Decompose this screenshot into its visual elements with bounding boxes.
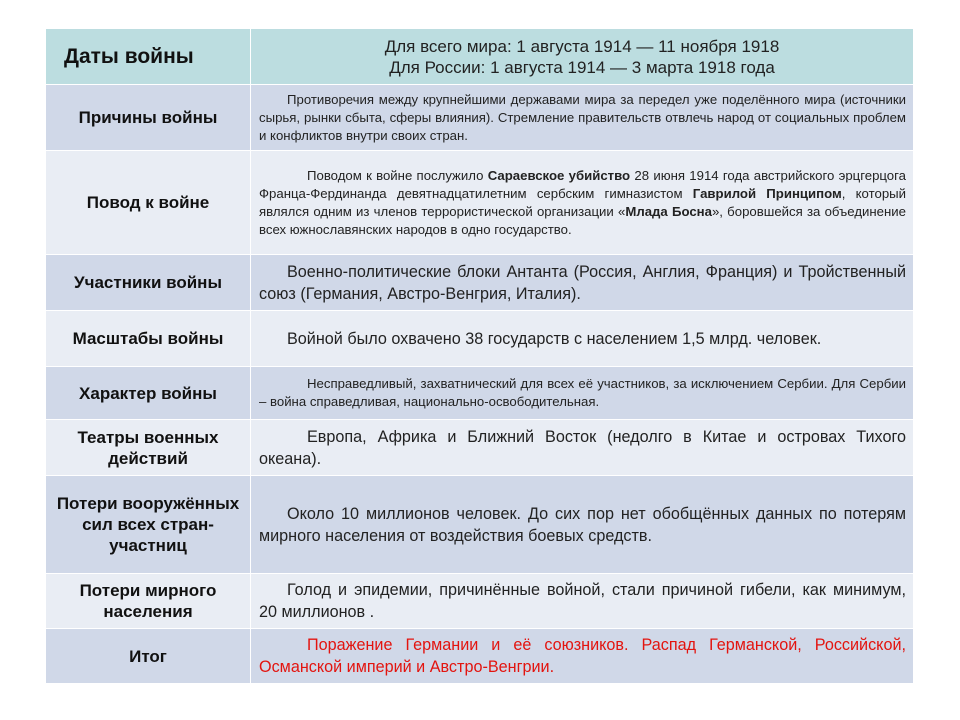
row-scale: [46, 311, 914, 367]
label-participants: Участники войны: [46, 255, 251, 311]
content-character: Несправедливый, захватнический для всех её участников, за исключением Сербии. Для Сербии – война справедливая, национально-освободительная.: [259, 376, 906, 409]
row-military-losses: [46, 476, 914, 574]
content-dates: [251, 29, 914, 85]
label-character: Характер войны: [46, 367, 251, 420]
label-scale: Масштабы войны: [46, 311, 251, 367]
pretext-mlada-bosna: Млада Босна: [625, 203, 712, 219]
label-military-losses: Потери вооружённых сил всех стран-участниц: [46, 476, 251, 574]
content-scale: Войной было охвачено 38 государств с населением 1,5 млрд. человек.: [287, 329, 822, 348]
dates-russia: Для России: 1 августа 1914 — 3 марта 1918 года: [389, 57, 775, 77]
label-pretext: Повод к войне: [46, 151, 251, 255]
content-participants: Военно-политические блоки Антанта (Россия, Англия, Франция) и Тройственный союз (Германия, Австро-Венгрия, Италия).: [259, 262, 906, 303]
row-causes: [46, 85, 914, 151]
row-theaters: [46, 420, 914, 476]
content-result: Поражение Германии и её союзников. Распад Германской, Российской, Османской империй и Австро-Венгрии.: [259, 636, 906, 676]
pretext-princip: Гаврилой Принципом: [692, 185, 842, 201]
pretext-text-2: 28 июня 1914 года австрийского эрцгерцога Франца-Фердинанда девятнадцатилетним сербским гимназистом: [259, 167, 906, 201]
row-character: [46, 367, 914, 420]
row-civilian-losses: [46, 574, 914, 629]
label-civilian-losses: Потери мирного населения: [46, 574, 251, 629]
dates-world: Для всего мира: 1 августа 1914 — 11 ноября 1918: [384, 36, 780, 56]
row-result: [46, 629, 914, 684]
ww1-summary-table: [45, 28, 914, 684]
pretext-text-1: Поводом к войне послужило: [307, 167, 488, 183]
label-result: Итог: [46, 629, 251, 684]
content-pretext: [251, 167, 913, 239]
row-pretext: [46, 151, 914, 255]
row-participants: [46, 255, 914, 311]
content-causes: Противоречия между крупнейшими державами мира за передел уже поделённого мира (источники сырья, рынки сбыта, сферы влияния). Стремление правительств отвлечь народ от социальных проблем и конфликтов внутри своих стран.: [259, 91, 906, 143]
row-dates: [46, 29, 914, 85]
label-theaters: Театры военных действий: [46, 420, 251, 476]
pretext-sarajevo: Сараевское убийство: [487, 167, 631, 183]
pretext-text-4: », боровшейся за объединение всех южнославянских народов в одно государство.: [259, 203, 906, 237]
label-dates: Даты войны: [46, 29, 251, 85]
pretext-text-3: , который являлся одним из членов террористической организации «: [259, 185, 907, 219]
content-military-losses: Около 10 миллионов человек. До сих пор нет обобщённых данных по потерям мирного населения от воздействия боевых средств.: [259, 504, 906, 545]
content-theaters: Европа, Африка и Ближний Восток (недолго в Китае и островах Тихого океана).: [259, 427, 906, 468]
content-civilian-losses: Голод и эпидемии, причинённые войной, стали причиной гибели, как минимум, 20 миллионов .: [259, 581, 906, 621]
label-causes: Причины войны: [46, 85, 251, 151]
